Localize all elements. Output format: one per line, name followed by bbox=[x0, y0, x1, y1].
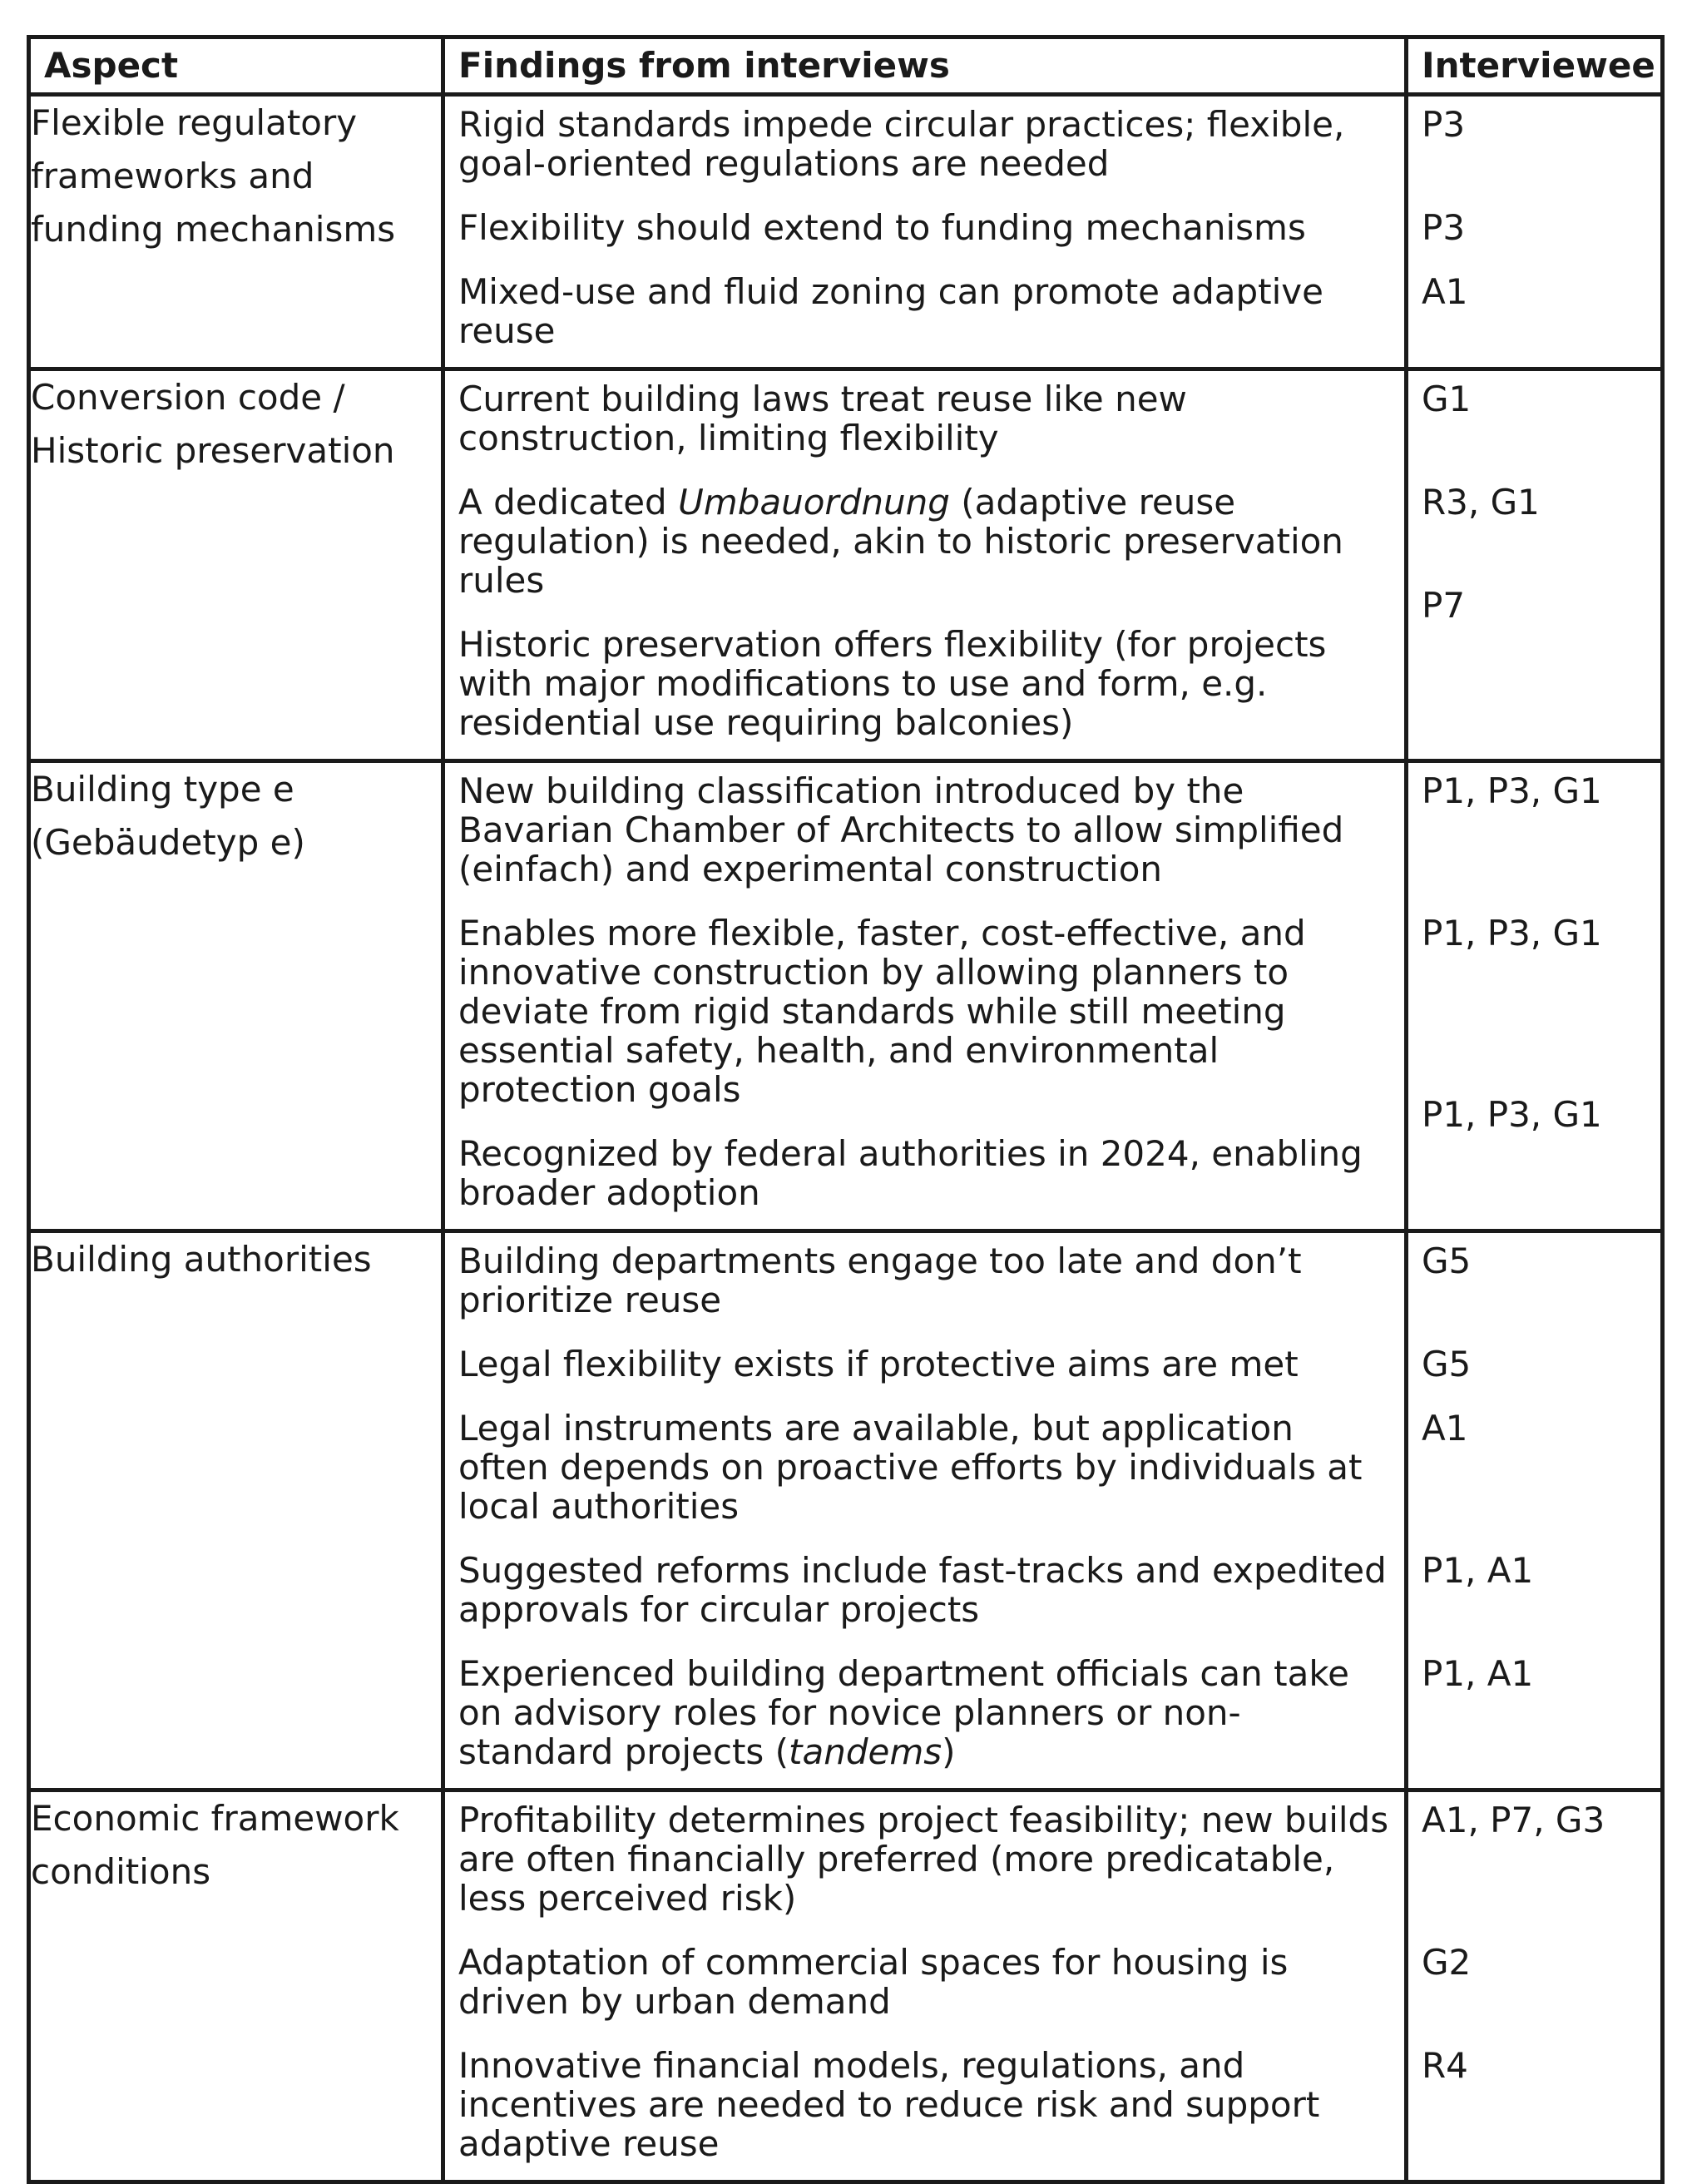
interviewee-cell bbox=[1407, 95, 1663, 369]
finding-text bbox=[445, 1646, 1404, 1788]
header-interviewee: Interviewee bbox=[1407, 37, 1663, 95]
interviewee-code: R3, G1 bbox=[1422, 482, 1540, 522]
findings-cell bbox=[443, 1231, 1407, 1790]
findings-table bbox=[27, 35, 1665, 2184]
interviewee-code: A1 bbox=[1422, 1408, 1468, 1449]
findings-cell bbox=[443, 1790, 1407, 2182]
aspect-cell: Economic framework conditions bbox=[29, 1790, 443, 2182]
table-row bbox=[29, 95, 1663, 369]
finding-text: Mixed-use and fluid zoning can promote adaptive reuse bbox=[458, 271, 1323, 351]
finding-text bbox=[445, 474, 1404, 617]
interviewee-code: P1, P3, G1 bbox=[1422, 913, 1602, 953]
aspect-cell: Building type e (Gebäudetyp e) bbox=[29, 761, 443, 1231]
finding-text-part: (adaptive reuse regulation) is needed, akin to historic preservation rules bbox=[458, 482, 1343, 601]
finding-text: Recognized by federal authorities in 2024, enabling broader adoption bbox=[458, 1133, 1363, 1213]
interviewee-code: P1, A1 bbox=[1422, 1550, 1534, 1591]
header-row bbox=[29, 37, 1663, 95]
finding-text: Legal instruments are available, but application often depends on proactive efforts by individuals at local authorities bbox=[458, 1408, 1363, 1527]
interviewee-code: G1 bbox=[1422, 379, 1472, 419]
interviewee-code: G5 bbox=[1422, 1241, 1472, 1281]
finding-text: Adaptation of commercial spaces for housing is driven by urban demand bbox=[458, 1942, 1289, 2022]
finding-text: Flexibility should extend to funding mechanisms bbox=[458, 207, 1306, 248]
finding-text-part: Experienced building department officials can take on advisory roles for novice planners or non-standard projects ( bbox=[458, 1653, 1349, 1772]
finding-text-part: ) bbox=[942, 1731, 956, 1772]
table-row bbox=[29, 369, 1663, 761]
interviewee-cell bbox=[1407, 369, 1663, 761]
finding-text: Suggested reforms include fast-tracks and expedited approvals for circular projects bbox=[458, 1550, 1387, 1630]
interviewee-cell bbox=[1407, 1790, 1663, 2182]
finding-text: Building departments engage too late and don’t prioritize reuse bbox=[458, 1241, 1302, 1320]
interviewee-code: P1, P3, G1 bbox=[1422, 770, 1602, 811]
findings-cell bbox=[443, 761, 1407, 1231]
table-body bbox=[29, 95, 1663, 2182]
findings-cell bbox=[443, 95, 1407, 369]
finding-text: Rigid standards impede circular practices; flexible, goal-oriented regulations are needed bbox=[458, 104, 1345, 184]
finding-text: Historic preservation offers flexibility (for projects with major modifications to use and form, e.g. residential use requiring balconies) bbox=[458, 624, 1327, 743]
findings-cell bbox=[443, 369, 1407, 761]
interviewee-code: G5 bbox=[1422, 1344, 1472, 1384]
interviewee-code: R4 bbox=[1422, 2045, 1468, 2086]
interviewee-code: A1 bbox=[1422, 271, 1468, 312]
finding-text-part: A dedicated bbox=[458, 482, 679, 522]
aspect-cell: Building authorities bbox=[29, 1231, 443, 1790]
finding-text: Legal flexibility exists if protective aims are met bbox=[458, 1344, 1299, 1384]
finding-italic-term: tandems bbox=[789, 1731, 942, 1772]
header-findings: Findings from interviews bbox=[443, 37, 1407, 95]
interviewee-cell bbox=[1407, 1231, 1663, 1790]
interviewee-code: A1, P7, G3 bbox=[1422, 1800, 1605, 1840]
table-row bbox=[29, 1231, 1663, 1790]
interviewee-code: P7 bbox=[1422, 585, 1466, 626]
finding-text: New building classification introduced by the Bavarian Chamber of Architects to allow simplified (einfach) and experimental construction bbox=[458, 770, 1344, 889]
finding-text: Enables more flexible, faster, cost-effective, and innovative construction by allowing planners to deviate from rigid standards while still meeting essential safety, health, and environmental protection goals bbox=[458, 913, 1306, 1110]
finding-text: Current building laws treat reuse like new construction, limiting flexibility bbox=[458, 379, 1187, 458]
table-row bbox=[29, 1790, 1663, 2182]
finding-text: Profitability determines project feasibility; new builds are often financially preferred (more predicatable, less perceived risk) bbox=[458, 1800, 1389, 1919]
table-row bbox=[29, 761, 1663, 1231]
finding-text: Innovative financial models, regulations, and incentives are needed to reduce risk and support adaptive reuse bbox=[458, 2045, 1320, 2164]
finding-italic-term: Umbauordnung bbox=[678, 482, 950, 522]
interviewee-code: P1, A1 bbox=[1422, 1653, 1534, 1694]
aspect-cell: Flexible regulatory frameworks and funding mechanisms bbox=[29, 95, 443, 369]
interviewee-code: P3 bbox=[1422, 104, 1466, 145]
header-aspect: Aspect bbox=[29, 37, 443, 95]
interviewee-code: P3 bbox=[1422, 207, 1466, 248]
aspect-cell: Conversion code / Historic preservation bbox=[29, 369, 443, 761]
interviewee-code: P1, P3, G1 bbox=[1422, 1094, 1602, 1135]
interviewee-cell bbox=[1407, 761, 1663, 1231]
interviewee-code: G2 bbox=[1422, 1942, 1472, 1983]
